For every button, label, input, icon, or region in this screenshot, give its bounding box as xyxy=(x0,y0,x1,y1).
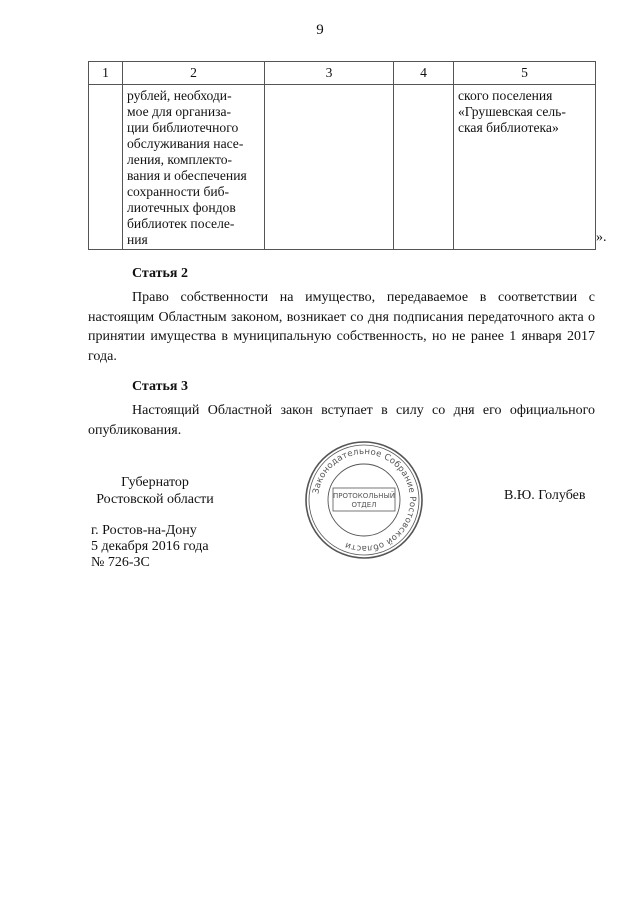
article-2-text: Право собственности на имущество, передаваемое в соответствии с настоящим Областным законом, возникает со дня подписания передаточного акта о принятии имущества в муниципальную собственность, но не ранее 1 января 2017 года. xyxy=(88,290,595,364)
table-header-row xyxy=(89,62,596,85)
stamp-seal-icon xyxy=(303,439,425,561)
signatory-title xyxy=(88,474,222,508)
article-2-title: Статья 2 xyxy=(132,266,188,281)
table-row xyxy=(89,85,596,250)
table-cell xyxy=(265,85,394,250)
signatory-title-line: Губернатор xyxy=(121,475,189,490)
date: 5 декабря 2016 года xyxy=(91,539,209,554)
table-header-cell: 3 xyxy=(265,62,394,85)
transfer-table xyxy=(88,61,596,250)
law-number: № 726-ЗС xyxy=(91,555,150,570)
article-3-title: Статья 3 xyxy=(132,379,188,394)
place-date-block xyxy=(91,523,209,571)
table-header-cell: 2 xyxy=(123,62,265,85)
page-number: 9 xyxy=(316,22,324,38)
article-3-text: Настоящий Областной закон вступает в силу со дня его официального опубликования. xyxy=(88,403,595,438)
table-header-cell: 4 xyxy=(394,62,454,85)
table-header-cell: 1 xyxy=(89,62,123,85)
table-closing-quote: ». xyxy=(596,230,607,245)
table-cell xyxy=(394,85,454,250)
official-stamp xyxy=(303,439,425,561)
stamp-center-line: ПРОТОКОЛЬНЫЙ xyxy=(332,492,396,500)
table-header-cell: 5 xyxy=(454,62,596,85)
city: г. Ростов-на-Дону xyxy=(91,523,197,538)
stamp-ring-text: Законодательное Собрание Ростовской области xyxy=(311,446,418,554)
signatory-title-line: Ростовской области xyxy=(96,492,214,507)
table-cell: ского поселения «Грушевская сель- ская библиотека» xyxy=(454,85,596,250)
table-cell: рублей, необходи- мое для организа- ции библиотечного обслуживания насе- ления, комплекто- вания и обеспечения сохранности биб- лиотечных фондов библиотек поселе- ния xyxy=(123,85,265,250)
table-cell xyxy=(89,85,123,250)
stamp-center-line: ОТДЕЛ xyxy=(351,501,377,509)
signatory-name: В.Ю. Голубев xyxy=(504,488,586,503)
